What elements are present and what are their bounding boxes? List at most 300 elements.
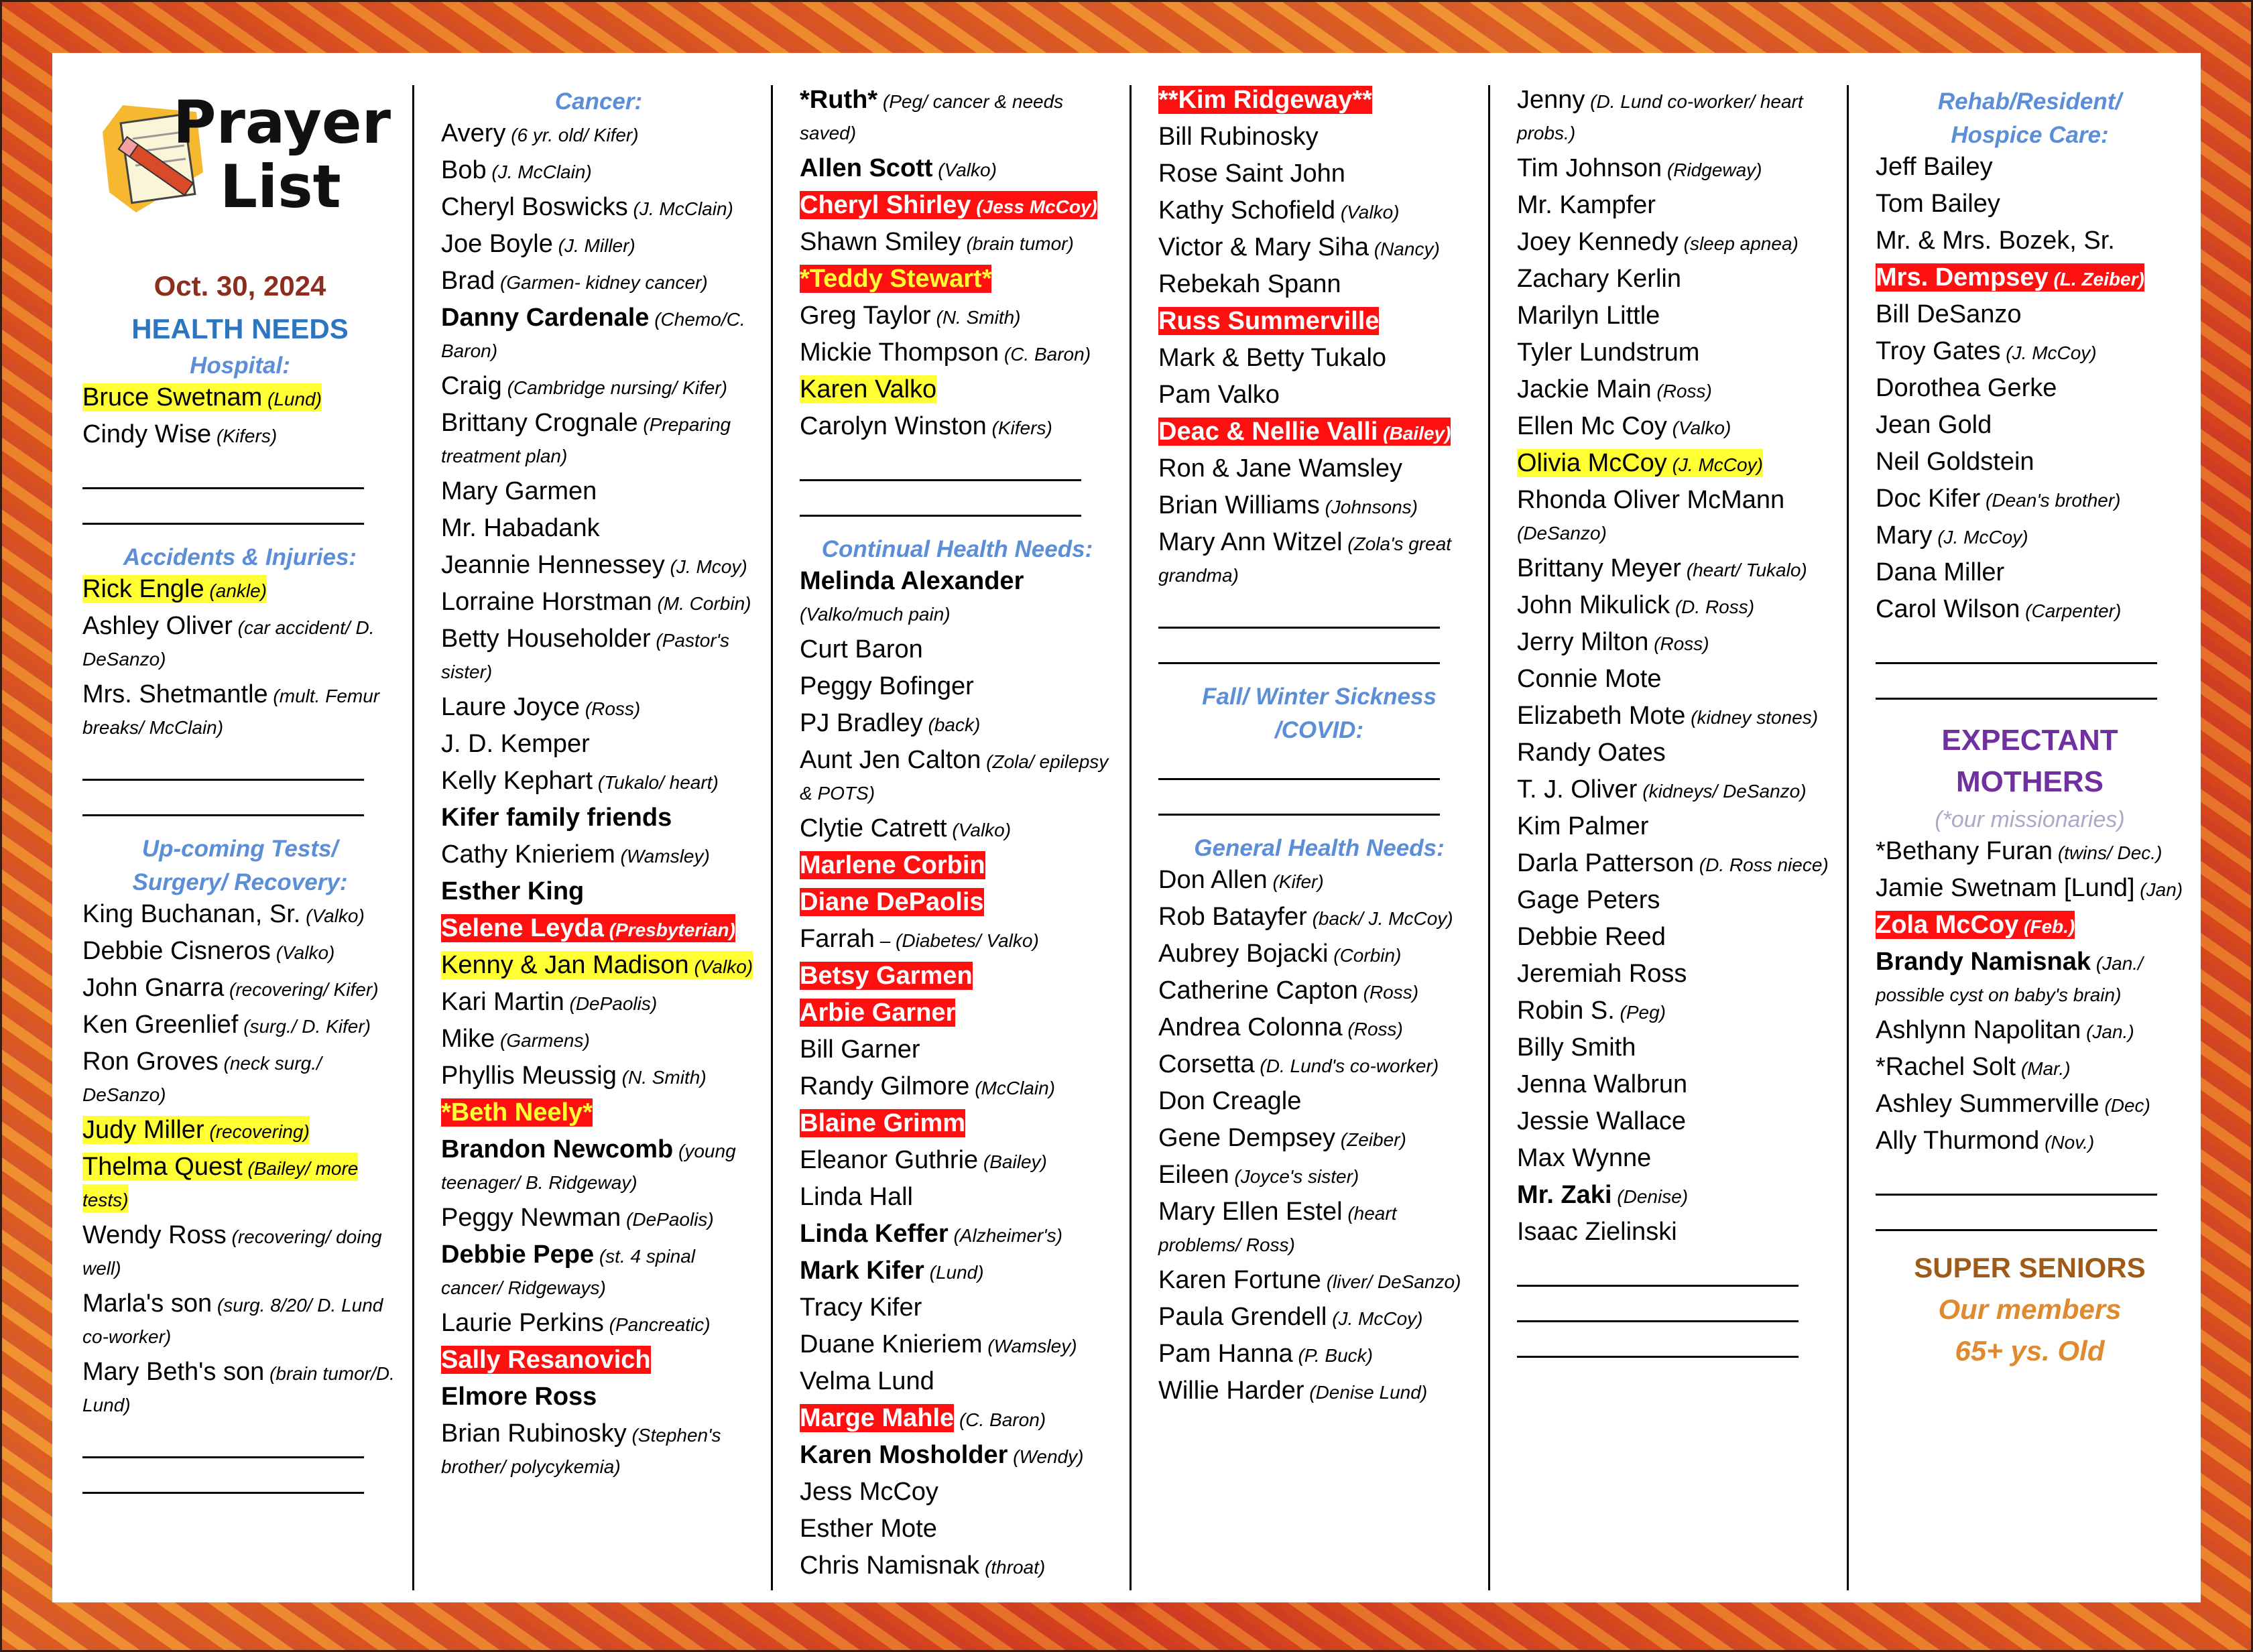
list-item bbox=[1876, 410, 2184, 442]
list-item bbox=[82, 1047, 398, 1110]
list-item bbox=[1158, 527, 1480, 590]
person-name: Dorothea Gerke bbox=[1876, 374, 2057, 402]
list-item bbox=[82, 611, 398, 674]
list-item bbox=[82, 1357, 398, 1420]
blank-line bbox=[800, 495, 1081, 517]
list-item bbox=[800, 227, 1115, 259]
person-note: (Joyce's sister) bbox=[1229, 1166, 1359, 1187]
person-note: (back/ J. McCoy) bbox=[1306, 908, 1453, 929]
list-item bbox=[1517, 959, 1832, 991]
person-name: Joey Kennedy bbox=[1517, 228, 1679, 256]
person-note: (Valko) bbox=[947, 820, 1012, 840]
fall-heading: Fall/ Winter Sickness /COVID: bbox=[1202, 684, 1437, 743]
list-item bbox=[441, 729, 756, 761]
person-note: (Stephen's brother/ polycykemia) bbox=[441, 1425, 721, 1477]
list-item bbox=[1876, 189, 2184, 220]
person-name: Darla Patterson bbox=[1517, 849, 1695, 877]
person-name: Ashlynn Napolitan bbox=[1876, 1016, 2081, 1044]
list-item bbox=[1517, 627, 1832, 659]
list-item bbox=[1517, 411, 1832, 443]
list-item bbox=[1158, 976, 1480, 1007]
list-item bbox=[441, 766, 756, 798]
list-item bbox=[82, 973, 398, 1005]
person-note: (DeSanzo) bbox=[1517, 523, 1607, 544]
list-item bbox=[1517, 738, 1832, 769]
list-item bbox=[800, 1256, 1115, 1287]
person-name: Mrs. Shetmantle bbox=[82, 680, 268, 708]
expectant-list bbox=[1876, 836, 2184, 1163]
list-item bbox=[441, 192, 756, 224]
person-note: (D. Ross) bbox=[1670, 596, 1755, 617]
person-name: Ashley Oliver bbox=[82, 612, 233, 640]
list-item bbox=[1876, 1126, 2184, 1157]
list-item bbox=[800, 1108, 1115, 1140]
person-name: Randy Oates bbox=[1517, 739, 1666, 767]
list-item bbox=[800, 153, 1115, 185]
person-note: (Wendy) bbox=[1008, 1446, 1084, 1467]
person-note: (Carpenter) bbox=[2020, 600, 2122, 621]
person-note: (brain tumor) bbox=[961, 233, 1074, 254]
accidents-list bbox=[82, 574, 398, 748]
person-note: (N. Smith) bbox=[616, 1067, 707, 1088]
person-note: (Preparing treatment plan) bbox=[441, 414, 731, 466]
person-note: (Dec) bbox=[2099, 1095, 2150, 1116]
person-name: *Bethany Furan bbox=[1876, 837, 2053, 865]
list-item bbox=[441, 229, 756, 261]
list-item bbox=[441, 1240, 756, 1303]
person-name: Troy Gates bbox=[1876, 337, 2001, 365]
person-note: (Ross) bbox=[1357, 982, 1419, 1003]
list-item bbox=[800, 1514, 1115, 1545]
list-item bbox=[800, 635, 1115, 666]
person-name: Jessie Wallace bbox=[1517, 1107, 1687, 1135]
person-name: Zachary Kerlin bbox=[1517, 265, 1681, 293]
prayer-list-sheet bbox=[52, 53, 2201, 1602]
list-item bbox=[1517, 701, 1832, 733]
list-item bbox=[1158, 306, 1480, 338]
list-item bbox=[441, 119, 756, 150]
blank-line bbox=[1517, 1336, 1799, 1358]
person-name: Marlene Corbin bbox=[800, 851, 985, 879]
list-item bbox=[441, 1419, 756, 1482]
person-note: (Dean's brother) bbox=[1980, 490, 2121, 511]
list-item bbox=[441, 987, 756, 1019]
person-note: (Ross) bbox=[1648, 633, 1709, 654]
list-item bbox=[800, 1403, 1115, 1435]
person-note: (J. McClain) bbox=[627, 198, 733, 219]
person-name: Mary Beth's son bbox=[82, 1358, 265, 1386]
blank-line bbox=[82, 467, 364, 489]
list-item bbox=[441, 266, 756, 298]
person-name: Mark & Betty Tukalo bbox=[1158, 344, 1387, 372]
list-item bbox=[1517, 1033, 1832, 1064]
person-note: (Ross) bbox=[1342, 1019, 1403, 1039]
list-item bbox=[441, 303, 756, 366]
date: Oct. 30, 2024 bbox=[154, 270, 326, 302]
list-item bbox=[1517, 1180, 1832, 1212]
person-note: (Pastor's sister) bbox=[441, 630, 730, 682]
person-name: Carol Wilson bbox=[1876, 595, 2020, 623]
list-item bbox=[82, 936, 398, 968]
person-name: Bob bbox=[441, 156, 487, 184]
list-item bbox=[441, 1308, 756, 1340]
person-note: (kidneys/ DeSanzo) bbox=[1637, 781, 1807, 802]
list-item bbox=[800, 1072, 1115, 1103]
person-note: (D. Lund co-worker/ heart probs.) bbox=[1517, 91, 1803, 143]
person-note: (recovering) bbox=[204, 1121, 310, 1142]
person-name: Mary bbox=[1876, 521, 1933, 550]
list-item bbox=[1517, 590, 1832, 622]
person-name: Jess McCoy bbox=[800, 1478, 938, 1506]
person-note: (mult. Femur breaks/ McClain) bbox=[82, 686, 380, 738]
person-name: Gage Peters bbox=[1517, 886, 1660, 914]
list-item bbox=[1876, 836, 2184, 868]
person-name: Brittany Crognale bbox=[441, 409, 638, 437]
super-seniors-line-3: 65+ ys. Old bbox=[1955, 1335, 2105, 1367]
list-item bbox=[800, 1440, 1115, 1472]
person-name: Max Wynne bbox=[1517, 1144, 1652, 1172]
person-name: Karen Mosholder bbox=[800, 1441, 1008, 1469]
person-note: (surg. 8/20/ D. Lund co-worker) bbox=[82, 1295, 383, 1347]
list-item bbox=[800, 998, 1115, 1029]
list-item bbox=[82, 1152, 398, 1215]
list-item bbox=[441, 550, 756, 582]
list-item bbox=[1158, 454, 1480, 485]
person-name: Thelma Quest bbox=[82, 1153, 243, 1181]
list-item bbox=[800, 1145, 1115, 1177]
rehab-list bbox=[1876, 152, 2184, 631]
person-name: Cheryl Shirley bbox=[800, 191, 971, 219]
list-item bbox=[1158, 902, 1480, 934]
person-name: Judy Miller bbox=[82, 1116, 204, 1144]
list-item bbox=[1517, 227, 1832, 259]
list-item bbox=[1158, 1339, 1480, 1371]
person-name: PJ Bradley bbox=[800, 709, 923, 737]
person-name: Billy Smith bbox=[1517, 1033, 1636, 1062]
continual-heading: Continual Health Needs: bbox=[821, 536, 1093, 562]
logo-word-1: Prayer bbox=[173, 88, 391, 157]
person-note: (Jan) bbox=[2134, 879, 2183, 900]
person-name: Jeff Bailey bbox=[1876, 153, 1993, 181]
expectant-title-2: MOTHERS bbox=[1956, 765, 2104, 798]
person-name: Farrah bbox=[800, 925, 875, 953]
person-name: Curt Baron bbox=[800, 635, 923, 663]
expectant-subtitle: (*our missionaries) bbox=[1935, 807, 2125, 832]
list-item bbox=[1158, 865, 1480, 897]
blank-line bbox=[1876, 678, 2157, 700]
person-note: (Pancreatic) bbox=[603, 1314, 711, 1335]
list-item bbox=[441, 587, 756, 619]
person-note: (recovering/ doing well) bbox=[82, 1226, 382, 1279]
list-item bbox=[1876, 226, 2184, 257]
person-name: Rose Saint John bbox=[1158, 160, 1345, 188]
list-item bbox=[1876, 558, 2184, 589]
person-name: Melinda Alexander bbox=[800, 567, 1024, 595]
list-item bbox=[1876, 947, 2184, 1010]
list-item bbox=[800, 1219, 1115, 1251]
list-item bbox=[1517, 554, 1832, 585]
person-name: Deac & Nellie Valli bbox=[1158, 418, 1378, 446]
person-note: (J. McClain) bbox=[486, 162, 592, 182]
list-item bbox=[441, 1135, 756, 1198]
person-name: Greg Taylor bbox=[800, 302, 931, 330]
super-seniors-line-2: Our members bbox=[1938, 1293, 2122, 1325]
person-name: Marge Mahle bbox=[800, 1404, 955, 1432]
list-item bbox=[1876, 152, 2184, 184]
blank-line bbox=[1158, 607, 1440, 629]
person-note: (Lund) bbox=[262, 389, 322, 409]
list-item bbox=[800, 814, 1115, 845]
list-item bbox=[800, 1035, 1115, 1066]
person-note: (Johnsons) bbox=[1319, 497, 1418, 517]
person-name: Laure Joyce bbox=[441, 693, 581, 721]
list-item bbox=[1517, 85, 1832, 148]
person-note: (Lund) bbox=[924, 1262, 984, 1283]
person-name: Debbie Pepe bbox=[441, 1241, 595, 1269]
person-name: Jeremiah Ross bbox=[1517, 960, 1687, 988]
person-name: Andrea Colonna bbox=[1158, 1013, 1343, 1041]
person-note: (heart problems/ Ross) bbox=[1158, 1203, 1397, 1255]
person-name: Marla's son bbox=[82, 1289, 212, 1318]
person-name: Kenny & Jan Madison bbox=[441, 951, 689, 979]
person-note: (Cambridge nursing/ Kifer) bbox=[501, 377, 727, 398]
person-note: (Valko) bbox=[1335, 202, 1400, 223]
list-item bbox=[441, 1382, 756, 1413]
person-name: Olivia McCoy bbox=[1517, 449, 1667, 477]
list-item bbox=[1158, 269, 1480, 301]
logo-word-2: List bbox=[220, 152, 341, 221]
person-name: King Buchanan, Sr. bbox=[82, 900, 301, 928]
person-note: (st. 4 spinal cancer/ Ridgeways) bbox=[441, 1246, 696, 1298]
list-item bbox=[441, 877, 756, 908]
person-name: Brian Williams bbox=[1158, 491, 1320, 519]
person-name: Jenny bbox=[1517, 86, 1585, 114]
person-name: Kelly Kephart bbox=[441, 767, 593, 795]
general-heading: General Health Needs: bbox=[1194, 835, 1445, 861]
person-name: Catherine Capton bbox=[1158, 976, 1358, 1005]
person-note: (McClain) bbox=[969, 1078, 1055, 1098]
person-name: Karen Fortune bbox=[1158, 1266, 1321, 1294]
person-name: Ron Groves bbox=[82, 1047, 219, 1076]
list-item bbox=[1517, 1070, 1832, 1101]
person-note: (Peg) bbox=[1614, 1002, 1666, 1023]
person-name: Tim Johnson bbox=[1517, 154, 1662, 182]
list-item bbox=[1158, 1376, 1480, 1407]
list-item bbox=[1158, 1086, 1480, 1118]
list-item bbox=[800, 961, 1115, 993]
person-name: Linda Keffer bbox=[800, 1220, 949, 1248]
list-item bbox=[441, 624, 756, 687]
person-name: T. J. Oliver bbox=[1517, 775, 1638, 804]
person-name: Clytie Catrett bbox=[800, 814, 947, 842]
person-name: Carolyn Winston bbox=[800, 412, 987, 440]
person-name: Tracy Kifer bbox=[800, 1293, 922, 1322]
person-note: (Bailey) bbox=[978, 1151, 1047, 1172]
list-item bbox=[800, 672, 1115, 703]
blank-line bbox=[82, 794, 364, 816]
list-item bbox=[82, 420, 398, 451]
person-note: (Denise) bbox=[1611, 1186, 1689, 1207]
person-note: (Ridgeway) bbox=[1662, 160, 1762, 180]
person-name: Don Creagle bbox=[1158, 1087, 1302, 1115]
list-item bbox=[1876, 373, 2184, 405]
person-name: Neil Goldstein bbox=[1876, 448, 2034, 476]
person-name: Eileen bbox=[1158, 1161, 1229, 1189]
person-name: Jackie Main bbox=[1517, 375, 1652, 403]
list-item bbox=[1158, 491, 1480, 522]
blank-line bbox=[1158, 642, 1440, 664]
list-item bbox=[1517, 996, 1832, 1027]
person-note: (Zola's great grandma) bbox=[1158, 533, 1452, 586]
person-name: Connie Mote bbox=[1517, 665, 1662, 693]
list-item bbox=[1517, 338, 1832, 369]
list-item bbox=[1876, 336, 2184, 368]
column-divider bbox=[1488, 85, 1490, 1590]
person-note: – (Diabetes/ Valko) bbox=[874, 930, 1039, 951]
person-name: Tom Bailey bbox=[1876, 190, 2000, 218]
blank-line bbox=[1876, 1209, 2157, 1231]
list-item bbox=[800, 1330, 1115, 1361]
list-item bbox=[1517, 664, 1832, 696]
person-name: Esther King bbox=[441, 877, 585, 905]
expectant-title-1: EXPECTANT bbox=[1941, 724, 2118, 757]
cancer-list bbox=[441, 119, 756, 1487]
list-item bbox=[800, 375, 1115, 406]
list-item bbox=[1876, 910, 2184, 942]
person-name: Selene Leyda bbox=[441, 914, 604, 942]
person-name: Kathy Schofield bbox=[1158, 196, 1336, 225]
person-name: Aunt Jen Calton bbox=[800, 746, 981, 774]
person-note: (Jan./ possible cyst on baby's brain) bbox=[1876, 953, 2143, 1005]
person-name: Bill DeSanzo bbox=[1876, 300, 2022, 328]
person-name: *Teddy Stewart* bbox=[800, 265, 992, 293]
list-item bbox=[441, 913, 756, 945]
person-name: Victor & Mary Siha bbox=[1158, 233, 1369, 261]
person-note: (Wamsley) bbox=[982, 1336, 1077, 1356]
person-note: (Chemo/C. Baron) bbox=[441, 309, 745, 361]
person-note: (Valko) bbox=[932, 160, 997, 180]
person-name: Duane Knieriem bbox=[800, 1330, 983, 1358]
person-note: (Wamsley) bbox=[615, 846, 710, 867]
person-name: Elmore Ross bbox=[441, 1383, 597, 1411]
person-note: (brain tumor/D. Lund) bbox=[82, 1363, 395, 1415]
person-note: (Kifer) bbox=[1267, 871, 1324, 892]
list-item bbox=[1876, 1089, 2184, 1121]
person-note: (J. McCoy) bbox=[1666, 454, 1763, 475]
person-name: Ron & Jane Wamsley bbox=[1158, 454, 1402, 483]
person-name: Kari Martin bbox=[441, 988, 564, 1016]
person-name: Bill Garner bbox=[800, 1035, 920, 1064]
list-item bbox=[1517, 264, 1832, 296]
person-name: Russ Summerville bbox=[1158, 307, 1380, 335]
person-name: Allen Scott bbox=[800, 154, 933, 182]
list-item bbox=[441, 803, 756, 834]
accidents-heading: Accidents & Injuries: bbox=[123, 544, 357, 570]
logo bbox=[82, 85, 398, 259]
person-name: Mr. Habadank bbox=[441, 514, 600, 542]
person-note: (L. Zeiber) bbox=[2048, 269, 2144, 290]
list-item bbox=[1158, 159, 1480, 190]
person-name: Jerry Milton bbox=[1517, 628, 1649, 656]
person-note: (Corbin) bbox=[1328, 945, 1402, 966]
person-note: (Alzheimer's) bbox=[948, 1225, 1062, 1246]
blank-line bbox=[82, 759, 364, 781]
person-name: Don Allen bbox=[1158, 866, 1268, 894]
list-item bbox=[1158, 122, 1480, 153]
list-item bbox=[1158, 196, 1480, 227]
list-item bbox=[1158, 1123, 1480, 1155]
person-note: (Peg/ cancer & needs saved) bbox=[800, 91, 1064, 143]
list-item bbox=[1876, 447, 2184, 479]
person-name: Esther Mote bbox=[800, 1515, 937, 1543]
person-name: Velma Lund bbox=[800, 1367, 934, 1395]
list-item bbox=[441, 1024, 756, 1056]
list-item bbox=[1517, 190, 1832, 222]
person-note: (kidney stones) bbox=[1685, 707, 1819, 728]
list-item bbox=[441, 840, 756, 871]
list-item bbox=[1158, 233, 1480, 264]
cancer-list-continued bbox=[800, 85, 1115, 448]
person-name: Mickie Thompson bbox=[800, 338, 999, 367]
list-item bbox=[441, 692, 756, 724]
person-note: (Presbyterian) bbox=[603, 919, 735, 940]
person-name: Brandon Newcomb bbox=[441, 1135, 674, 1163]
list-item bbox=[441, 1098, 756, 1129]
list-item bbox=[1876, 1052, 2184, 1084]
person-note: (Feb.) bbox=[2018, 916, 2075, 937]
list-item bbox=[800, 745, 1115, 808]
list-item bbox=[1517, 375, 1832, 406]
column-divider bbox=[771, 85, 773, 1590]
list-item bbox=[1517, 301, 1832, 332]
person-name: Karen Valko bbox=[800, 375, 937, 403]
list-item bbox=[1517, 448, 1832, 480]
list-item bbox=[1158, 1197, 1480, 1260]
upcoming-heading: Up-coming Tests/ Surgery/ Recovery: bbox=[132, 836, 348, 895]
person-name: Jenna Walbrun bbox=[1517, 1070, 1688, 1098]
person-name: *Ruth* bbox=[800, 86, 878, 114]
list-item bbox=[441, 1203, 756, 1234]
continual-list-continued bbox=[1158, 85, 1480, 596]
list-item bbox=[1158, 1050, 1480, 1081]
person-name: Bruce Swetnam bbox=[82, 383, 263, 411]
person-name: Laurie Perkins bbox=[441, 1309, 604, 1337]
person-note: (throat) bbox=[979, 1557, 1046, 1578]
person-note: (C. Baron) bbox=[999, 344, 1091, 365]
person-name: Paula Grendell bbox=[1158, 1303, 1327, 1331]
hospital-list bbox=[82, 383, 398, 456]
person-name: Cindy Wise bbox=[82, 420, 212, 448]
person-name: Rebekah Spann bbox=[1158, 270, 1341, 298]
person-note: (DePaolis) bbox=[564, 993, 658, 1014]
person-note: (Jess McCoy) bbox=[971, 196, 1097, 217]
person-name: Mike bbox=[441, 1025, 495, 1053]
person-note: (P. Buck) bbox=[1292, 1345, 1373, 1366]
person-note: (6 yr. old/ Kifer) bbox=[505, 125, 639, 145]
person-name: Ken Greenlief bbox=[82, 1011, 239, 1039]
person-name: Joe Boyle bbox=[441, 230, 553, 258]
person-name: Mark Kifer bbox=[800, 1257, 924, 1285]
person-note: (heart/ Tukalo) bbox=[1681, 560, 1807, 580]
person-name: Peggy Newman bbox=[441, 1204, 621, 1232]
person-name: J. D. Kemper bbox=[441, 730, 590, 758]
blank-line bbox=[1517, 1300, 1799, 1322]
person-note: (Valko) bbox=[300, 905, 365, 926]
person-note: (ankle) bbox=[204, 580, 267, 601]
rehab-heading: Rehab/Resident/ Hospice Care: bbox=[1937, 88, 2122, 148]
health-needs-title: HEALTH NEEDS bbox=[131, 313, 349, 344]
list-item bbox=[441, 155, 756, 187]
